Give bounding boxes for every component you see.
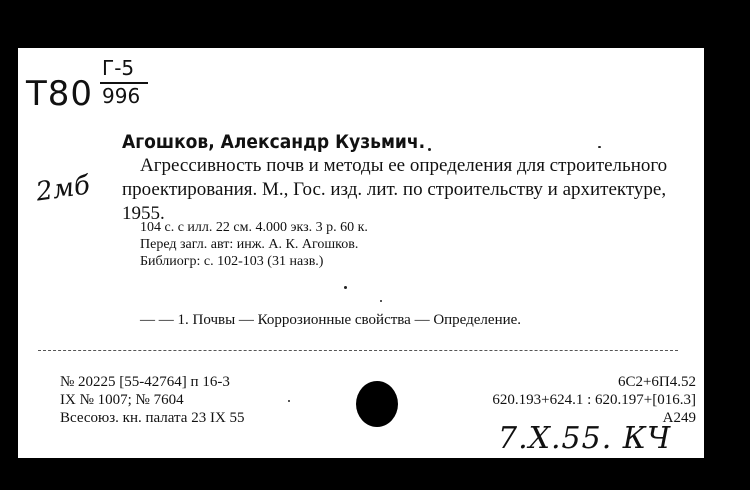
speck	[380, 300, 382, 302]
speck	[288, 400, 290, 402]
footer-left	[60, 373, 245, 427]
physical-description: 104 с. с илл. 22 см. 4.000 экз. 3 р. 60 к.	[140, 220, 368, 235]
author-heading: Агошков, Александр Кузьмич.	[122, 131, 426, 153]
handwritten-side-note: 2мб	[34, 170, 92, 208]
call-number-main: Т80	[26, 74, 94, 114]
footer-left-line: IX № 1007; № 7604	[60, 392, 184, 408]
classification-line: 6С2+6П4.52	[617, 374, 696, 390]
classification-line: А249	[662, 410, 696, 426]
divider	[38, 350, 678, 351]
title-statement: Агрессивность почв и методы ее определения для строительного проектирования. М., Гос. изд. лит. по строительству и архитектуре, 1955.	[122, 155, 668, 224]
speck	[598, 146, 601, 148]
bibliography-note: Библиогр: с. 102-103 (31 назв.)	[140, 254, 324, 269]
speck	[344, 286, 347, 289]
ink-blot	[356, 381, 398, 427]
catalog-card	[18, 48, 704, 458]
handwritten-date: 7.Х.55. КЧ	[498, 421, 672, 456]
footer-left-line: № 20225 [55-42764] п 16-3	[60, 374, 230, 390]
classification-line: 620.193+624.1 : 620.197+[016.3]	[492, 392, 696, 408]
author-note: Перед загл. авт: инж. А. К. Агошков.	[140, 237, 359, 252]
speck	[428, 148, 431, 151]
footer-left-line: Всесоюз. кн. палата 23 IX 55	[60, 410, 245, 426]
footer-right	[492, 373, 696, 427]
call-number-denominator: 996	[102, 84, 141, 108]
subject-headings: — — 1. Почвы — Коррозионные свойства — Определение.	[140, 312, 522, 328]
call-number-numerator: Г-5	[102, 56, 135, 80]
